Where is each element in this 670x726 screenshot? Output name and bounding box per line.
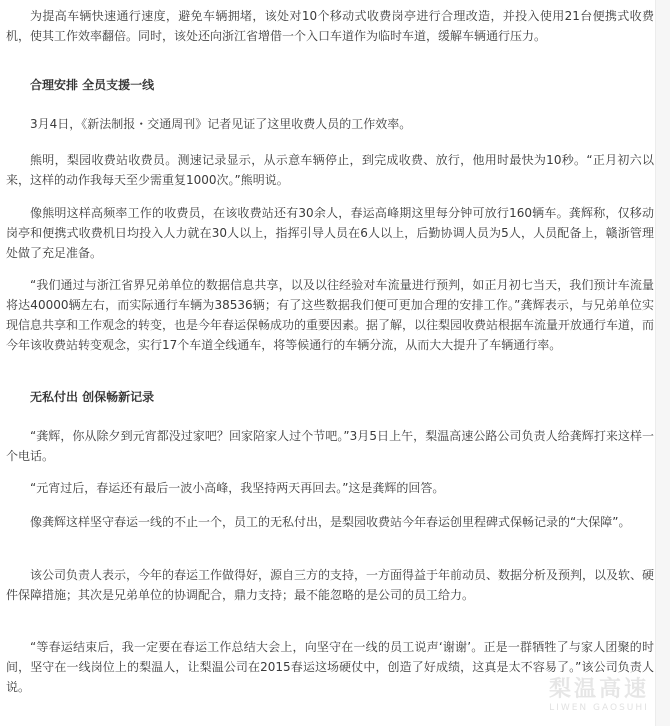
paragraph-manager-statement: 该公司负责人表示，今年的春运工作做得好，源自三方的支持，一方面得益于年前动员、数据分析及预判，以及软、硬件保障措施；其次是兄弟单位的协调配合，鼎力支持；最不能忽略的是公司的员工给力。	[6, 568, 655, 602]
vertical-scrollbar[interactable]	[655, 0, 670, 726]
paragraph-closing-quote: “等春运结束后，我一定要在春运工作总结大会上，向坚守在一线的员工说声‘谢谢’。正是一群牺牲了与家人团聚的时间，坚守在一线岗位上的梨温人，让梨温公司在2015春运这场硬仗中，创造了好成绩，这真是太不容易了。”该公司负责人说。	[6, 640, 654, 694]
paragraph-phone-call: “龚辉，你从除夕到元宵都没过家吧？回家陪家人过个节吧。”3月5日上午，梨温高速公路公司负责人给龚辉打来这样一个电话。	[6, 429, 654, 463]
watermark-chinese-name: 梨温高速	[548, 677, 649, 702]
section-heading-dedication: 无私付出 创保畅新记录	[30, 390, 155, 404]
paragraph-reporter: 3月4日，《新法制报・交通周刊》记者见证了这里收费人员的工作效率。	[30, 117, 412, 131]
paragraph-xiong-ming: 熊明，梨园收费站收费员。测速记录显示，从示意车辆停止，到完成收费、放行，他用时最快为10秒。“正月初六以来，这样的动作我每天至少需重复1000次。”熊明说。	[6, 153, 654, 187]
paragraph-data-sharing: “我们通过与浙江省界兄弟单位的数据信息共享，以及以往经验对车流量进行预判，如正月初七当天，我们预计车流量将达40000辆左右，而实际通行车辆为38536辆；有了这些数据我们便可更加合理的安排工作。”龚辉表示，与兄弟单位实现信息共享和工作观念的转变，也是今年春运保畅成功的重要因素。据了解，以往梨园收费站根据车流量开放通行车道，而今年该收费站转变观念，实行17个车道全线通车，将等候通行的车辆分流，从而大大提升了车辆通行率。	[6, 278, 655, 352]
paragraph-staffing: 像熊明这样高频率工作的收费员，在该收费站还有30余人，春运高峰期这里每分钟可放行160辆车。龚辉称，仅移动岗亭和便携式收费机日均投入人力就在30人以上，指挥引导人员在6人以上，后勤协调人员为5人，人员配备上，赣浙管理处做了充足准备。	[6, 206, 654, 260]
paragraph-guarantee: 像龚辉这样坚守春运一线的不止一个，员工的无私付出，是梨园收费站今年春运创里程碑式保畅记录的“大保障”。	[30, 515, 631, 529]
paragraph-intro: 为提高车辆快速通行速度，避免车辆拥堵，该处对10个移动式收费岗亭进行合理改造，并投入使用21台便携式收费机，使其工作效率翻倍。同时，该处还向浙江省增借一个入口车道作为临时车道，缓解车辆通行压力。	[6, 9, 654, 43]
paragraph-reply: “元宵过后，春运还有最后一波小高峰，我坚持两天再回去。”这是龚辉的回答。	[30, 481, 445, 495]
section-heading-arrangement: 合理安排 全员支援一线	[30, 78, 155, 92]
watermark-english-name: LIWEN GAOSUHI	[549, 703, 649, 713]
article-body	[6, 0, 654, 726]
